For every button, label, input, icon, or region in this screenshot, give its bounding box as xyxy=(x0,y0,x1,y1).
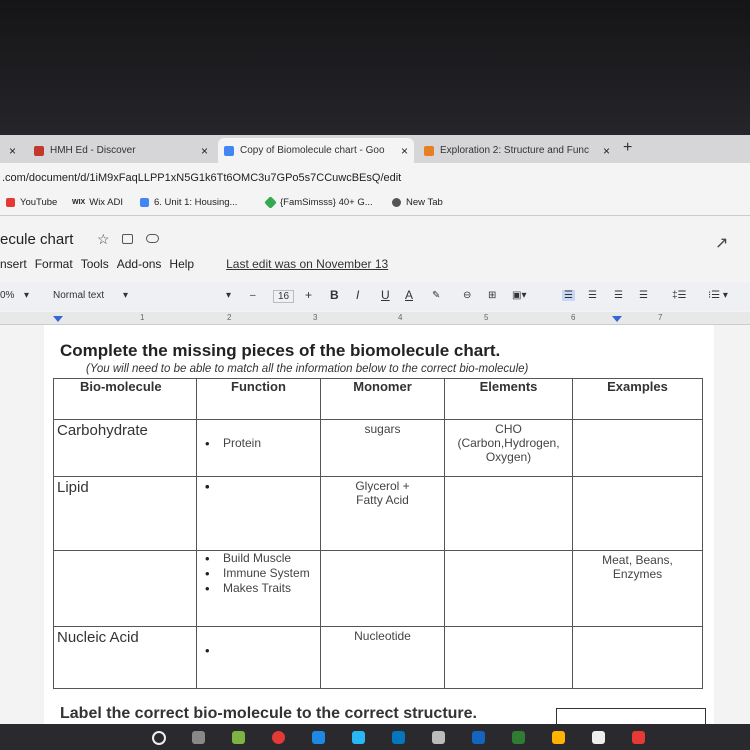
bookmark-label: YouTube xyxy=(20,197,58,208)
chevron-down-icon[interactable]: ▾ xyxy=(226,290,232,301)
youtube-icon xyxy=(6,198,15,207)
cell-functions[interactable] xyxy=(197,627,321,689)
bookmark-newtab[interactable] xyxy=(392,197,443,208)
tab-exploration[interactable] xyxy=(418,138,616,163)
tab-title: Exploration 2: Structure and Func xyxy=(440,145,589,156)
app-icon[interactable] xyxy=(552,731,565,744)
cell-monomer[interactable]: Nucleotide xyxy=(321,627,445,689)
style-select[interactable]: Normal text xyxy=(53,290,105,301)
hmh-favicon-icon xyxy=(34,146,44,156)
address-bar[interactable] xyxy=(0,163,750,193)
app-icon[interactable] xyxy=(232,731,245,744)
col-header-elements: Elements xyxy=(445,379,573,420)
tab-close-icon[interactable]: × xyxy=(8,143,16,158)
tab-title: HMH Ed - Discover xyxy=(50,145,136,156)
col-header-function: Function xyxy=(197,379,321,420)
tab-0[interactable] xyxy=(0,138,22,163)
cell-functions[interactable] xyxy=(197,420,321,477)
cell-elements[interactable]: CHO (Carbon,Hydrogen, Oxygen) xyxy=(445,420,573,477)
settings-gear-icon[interactable] xyxy=(592,731,605,744)
cell-elements[interactable] xyxy=(445,477,573,551)
tab-close-icon[interactable]: × xyxy=(400,143,408,158)
document-title[interactable]: ecule chart xyxy=(0,231,74,248)
ruler-mark: 7 xyxy=(658,313,663,322)
numbered-list-icon[interactable]: ⁝☰ ▾ xyxy=(708,290,728,301)
cell-examples[interactable]: Meat, Beans, Enzymes xyxy=(573,551,703,627)
task-view-icon[interactable] xyxy=(192,731,205,744)
activity-trend-icon[interactable]: ↗ xyxy=(715,235,729,252)
docs-icon xyxy=(140,198,149,207)
table-row xyxy=(54,420,703,477)
ruler-mark: 3 xyxy=(313,313,318,322)
cloud-status-icon xyxy=(146,234,159,243)
tab-close-icon[interactable]: × xyxy=(602,143,610,158)
menu-tools[interactable]: Tools xyxy=(80,257,109,271)
mail-icon[interactable] xyxy=(472,731,485,744)
star-icon[interactable]: ☆ xyxy=(97,231,110,247)
formatting-toolbar xyxy=(0,283,750,311)
menu-bar xyxy=(0,257,388,271)
function-item: • Immune System xyxy=(223,566,320,581)
page-subheading: (You will need to be able to match all the information below to the correct bio-molecule) xyxy=(86,363,529,375)
ruler-mark: 1 xyxy=(140,313,145,322)
comment-icon[interactable]: ⊞ xyxy=(488,290,497,301)
col-header-biomolecule: Bio-molecule xyxy=(54,379,197,420)
bookmark-label: New Tab xyxy=(406,197,443,208)
move-folder-icon[interactable] xyxy=(122,234,133,244)
tab-close-icon[interactable]: × xyxy=(200,143,208,158)
bookmarks-bar xyxy=(0,193,750,216)
tab-hmh[interactable] xyxy=(28,138,214,163)
text-color-button[interactable]: A xyxy=(405,288,414,302)
zoom-select[interactable]: 0% xyxy=(0,290,15,301)
app-icon[interactable] xyxy=(392,731,405,744)
cell-monomer[interactable]: Glycerol + Fatty Acid xyxy=(321,477,445,551)
function-item: • Protein xyxy=(223,436,320,451)
bookmark-label: 6. Unit 1: Housing... xyxy=(154,197,238,208)
ruler-mark: 5 xyxy=(484,313,489,322)
chevron-down-icon[interactable]: ▾ xyxy=(24,290,30,301)
cell-monomer[interactable]: sugars xyxy=(321,420,445,477)
cell-name[interactable] xyxy=(54,551,197,627)
tab-biomolecule-chart[interactable] xyxy=(218,138,414,163)
image-icon[interactable]: ▣▾ xyxy=(512,290,527,301)
table-row xyxy=(54,627,703,689)
col-header-monomer: Monomer xyxy=(321,379,445,420)
exploration-favicon-icon xyxy=(424,146,434,156)
link-icon[interactable]: ⊖ xyxy=(463,290,472,301)
line-spacing-icon[interactable]: ‡☰ xyxy=(672,290,687,301)
biomolecule-table[interactable] xyxy=(53,378,703,689)
tab-title: Copy of Biomolecule chart - Goo xyxy=(240,145,385,156)
cell-examples[interactable] xyxy=(573,477,703,551)
menu-addons[interactable]: Add-ons xyxy=(116,257,162,271)
decrease-font-button[interactable]: – xyxy=(250,290,256,301)
globe-icon xyxy=(392,198,401,207)
wix-icon: WIX xyxy=(72,199,86,206)
bottom-prompt: Label the correct bio-molecule to the correct structure. xyxy=(60,705,477,722)
ruler-mark: 2 xyxy=(227,313,232,322)
cell-monomer[interactable] xyxy=(321,551,445,627)
align-left-icon[interactable]: ☰ xyxy=(564,290,573,301)
start-search-icon[interactable] xyxy=(152,731,166,745)
italic-button[interactable]: I xyxy=(356,288,360,302)
bookmark-famsims[interactable] xyxy=(266,197,373,208)
bookmark-label: Wix ADI xyxy=(89,197,124,208)
monitor-bezel xyxy=(0,0,750,135)
app-icon[interactable] xyxy=(512,731,525,744)
store-icon[interactable] xyxy=(432,731,445,744)
ruler-mark: 6 xyxy=(571,313,576,322)
docs-favicon-icon xyxy=(224,146,234,156)
cell-elements[interactable] xyxy=(445,551,573,627)
edge-icon[interactable] xyxy=(312,731,325,744)
cell-examples[interactable] xyxy=(573,627,703,689)
left-indent-marker[interactable] xyxy=(53,316,63,322)
highlight-pen-icon[interactable]: ✎ xyxy=(432,290,441,301)
cell-name[interactable]: Carbohydrate xyxy=(54,420,197,477)
chrome-icon[interactable] xyxy=(272,731,285,744)
table-header-row xyxy=(54,379,703,420)
bookmark-unit1[interactable] xyxy=(140,197,237,208)
cell-functions[interactable] xyxy=(197,551,321,627)
bold-button[interactable]: B xyxy=(330,288,339,302)
right-indent-marker[interactable] xyxy=(612,316,622,322)
ruler[interactable] xyxy=(0,312,750,325)
col-header-examples: Examples xyxy=(573,379,703,420)
cell-name[interactable]: Nucleic Acid xyxy=(54,627,197,689)
app-icon[interactable] xyxy=(632,731,645,744)
increase-font-button[interactable]: + xyxy=(305,288,313,302)
cell-name[interactable]: Lipid xyxy=(54,477,197,551)
cell-functions[interactable] xyxy=(197,477,321,551)
tab-strip xyxy=(0,135,750,163)
screen xyxy=(0,135,750,750)
bookmark-label: {FamSimsss} 40+ G... xyxy=(280,197,373,208)
cell-elements[interactable] xyxy=(445,627,573,689)
last-edit-link[interactable]: Last edit was on November 13 xyxy=(226,257,389,271)
bookmark-youtube[interactable] xyxy=(6,197,57,208)
new-tab-button[interactable]: + xyxy=(623,139,633,156)
function-item: • Build Muscle xyxy=(223,551,320,566)
function-item: • Makes Traits xyxy=(223,581,320,596)
bookmark-wix[interactable] xyxy=(72,197,123,208)
menu-insert[interactable]: nsert xyxy=(0,257,27,271)
ruler-mark: 4 xyxy=(398,313,403,322)
table-row xyxy=(54,551,703,627)
table-row xyxy=(54,477,703,551)
align-center-icon[interactable]: ☰ xyxy=(588,290,597,301)
font-size-input[interactable]: 16 xyxy=(273,290,294,303)
align-right-icon[interactable]: ☰ xyxy=(614,290,623,301)
url-text[interactable]: .com/document/d/1iM9xFaqLLPP1xN5G1k6Tt6OMC3u7GPo5s7CCuwcBEsQ/edit xyxy=(2,172,402,184)
menu-help[interactable]: Help xyxy=(169,257,195,271)
menu-format[interactable]: Format xyxy=(34,257,73,271)
drive-icon xyxy=(264,196,277,209)
cell-examples[interactable] xyxy=(573,420,703,477)
justify-icon[interactable]: ☰ xyxy=(639,290,648,301)
chevron-down-icon[interactable]: ▾ xyxy=(123,290,129,301)
page-heading: Complete the missing pieces of the biomolecule chart. xyxy=(60,341,501,360)
underline-button[interactable]: U xyxy=(381,288,390,302)
app-icon[interactable] xyxy=(352,731,365,744)
taskbar xyxy=(0,724,750,750)
